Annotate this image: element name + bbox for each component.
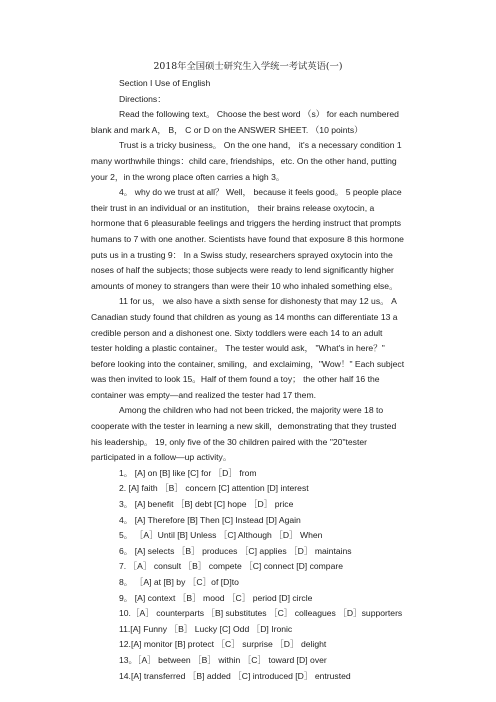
option-line: 7. ［A］ consult ［B］ compete ［C] connect [D] compare xyxy=(119,561,344,572)
option-line: 2. [A] faith ［B］ concern [C] attention [D] interest xyxy=(119,483,309,494)
option-line: 4。 [A] Therefore [B] Then [C] Instead [D] Again xyxy=(119,514,301,525)
paragraph: 4。 why do we trust at all？ Well， because it feels good。 5 people place their trust in an individual or an institution， their brains release oxytocin, a hormone that 6 pleasurable feelings and triggers the herding instruct that prompts humans to 7 with one another. Scientists have found that exposure 8 this hormone puts us in a trusting 9： In a Swiss study, researchers sprayed oxytocin into the noses of half the subjects; those subjects were ready to lend significantly higher amounts of money to strangers than were their 10 who inhaled something else。 xyxy=(91,187,404,291)
document-body xyxy=(91,76,405,684)
option-line: 14.[A] transferred ［B] added ［C] introduced [D］ entrusted xyxy=(119,670,351,681)
paragraph: Among the children who had not been tricked, the majority were 18 to cooperate with the tester in learning a new skill，demonstrating that they trusted his leadership。 19, only five of the 30 children paired with the "20"tester participated in a follow—up activity。 xyxy=(91,405,397,463)
paragraph: 11 for us， we also have a sixth sense for dishonesty that may 12 us。 A Canadian study found that children as young as 14 months can differentiate 13 a credible person and a dishonest one. Sixty toddlers were each 14 to an adult tester holding a plastic container。 The tester would ask， "What's in here？" before looking into the container, smiling，and exclaiming，"Wow！" Each subject was then invited to look 15。Half of them found a toy； the other half 16 the container was empty—and realized the tester had 17 them. xyxy=(91,296,405,400)
option-line: 11.[A] Funny ［B］ Lucky [C] Odd ［D] Ironic xyxy=(119,623,293,634)
option-line: 5。 ［A］Until [B] Unless ［C] Although ［D］ When xyxy=(119,530,323,541)
option-line: 1。 [A] on [B] like [C] for ［D］ from xyxy=(119,467,257,478)
directions-label: Directions： xyxy=(119,93,166,104)
option-line: 13。［A］ between ［B］ within ［C］ toward [D] over xyxy=(119,654,327,665)
document-title: 2018年全国硕士研究生入学统一考试英语(一) xyxy=(153,61,343,72)
directions-text: Read the following text。 Choose the best word （s） for each numbered blank and mark A， B， C or D on the ANSWER SHEET. （10 points） xyxy=(91,109,399,135)
option-line: 10.［A］ counterparts ［B] substitutes ［C］ colleagues ［D］supporters xyxy=(119,608,403,619)
option-line: 8。 ［A] at [B] by ［C］of [D]to xyxy=(119,577,239,587)
option-line: 3。 [A] benefit ［B] debt [C] hope ［D］ price xyxy=(119,499,294,510)
option-line: 6。 [A] selects ［B］ produces ［C] applies ［D］ maintains xyxy=(119,545,352,556)
section-heading: Section I Use of English xyxy=(119,78,211,88)
option-line: 9。 [A] context ［B］ mood ［C］ period [D] circle xyxy=(119,592,313,603)
paragraph: Trust is a tricky business。 On the one hand， it's a necessary condition 1 many worthwhile things：child care, friendships，etc. On the other hand, putting your 2，in the wrong place often carries a high 3。 xyxy=(91,140,402,182)
answer-options-list xyxy=(91,466,405,684)
option-line: 12.[A] monitor [B] protect ［C］ surprise ［D］ delight xyxy=(119,639,327,650)
